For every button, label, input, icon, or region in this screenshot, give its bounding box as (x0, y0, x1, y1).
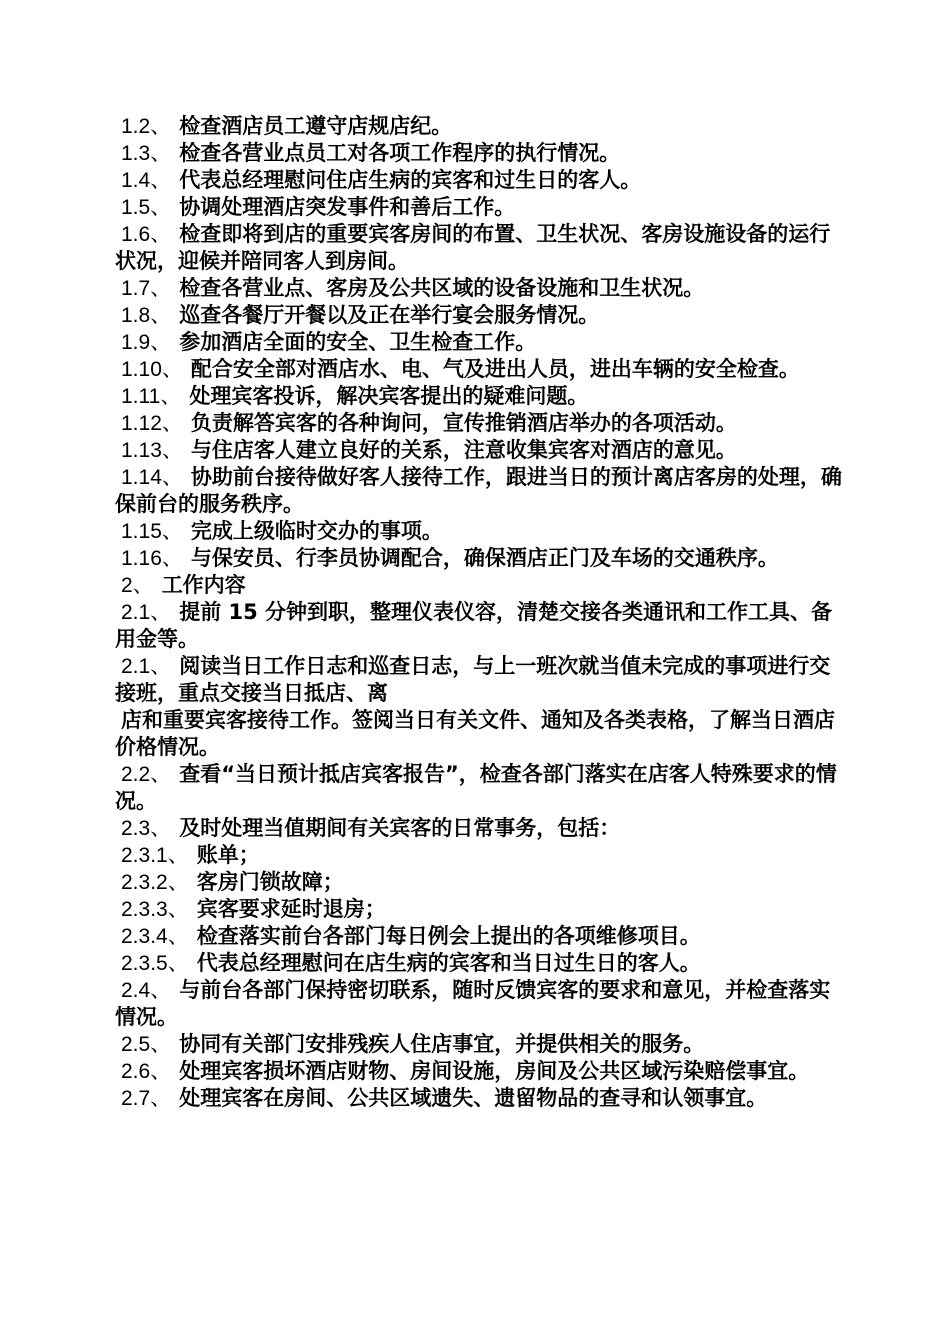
item-number: 1.10、 (121, 358, 183, 381)
paragraph-2-3-2 (115, 869, 845, 896)
item-number: 2.1、 (121, 601, 172, 624)
item-text: 店和重要宾客接待工作。签阅当日有关文件、通知及各类表格，了解当日酒店价格情况。 (115, 708, 835, 759)
item-text: 协助前台接待做好客人接待工作，跟进当日的预计离店客房的处理，确保前台的服务秩序。 (115, 465, 842, 516)
item-number: 2.2、 (121, 763, 172, 786)
paragraph-1-12 (115, 410, 845, 437)
item-text: 检查各营业点员工对各项工作程序的执行情况。 (179, 141, 621, 165)
item-text: 检查落实前台各部门每日例会上提出的各项维修项目。 (196, 924, 701, 948)
paragraph-1-14 (115, 464, 845, 518)
item-text: 提前 15 分钟到职，整理仪表仪容，清楚交接各类通讯和工作工具、备用金等。 (115, 600, 833, 651)
item-text: 负责解答宾客的各种询问，宣传推销酒店举办的各项活动。 (190, 411, 737, 435)
paragraph-1-11 (115, 383, 845, 410)
item-text: 与保安员、行李员协调配合，确保酒店正门及车场的交通秩序。 (190, 546, 779, 570)
paragraph-2-6 (115, 1058, 845, 1085)
item-number: 1.2、 (121, 115, 172, 138)
item-number: 2、 (121, 574, 154, 597)
item-text: 账单； (196, 843, 260, 867)
item-text: 处理宾客投诉，解决宾客提出的疑难问题。 (189, 384, 589, 408)
paragraph-1-9 (115, 329, 845, 356)
item-text: 检查各营业点、客房及公共区域的设备设施和卫生状况。 (179, 276, 705, 300)
paragraph-2-4 (115, 977, 845, 1031)
item-text: 完成上级临时交办的事项。 (190, 519, 443, 543)
paragraph-2-3-1 (115, 842, 845, 869)
paragraph-1-10 (115, 356, 845, 383)
paragraph-2-1b-continued (115, 707, 845, 761)
item-number: 1.15、 (121, 520, 183, 543)
item-text: 与前台各部门保持密切联系，随时反馈宾客的要求和意见，并检查落实情况。 (115, 978, 831, 1029)
paragraph-2-7 (115, 1085, 845, 1112)
item-number: 2.7、 (121, 1087, 172, 1110)
item-number: 1.12、 (121, 412, 183, 435)
paragraph-2-3-5 (115, 950, 845, 977)
item-number: 1.13、 (121, 439, 183, 462)
paragraph-2-5 (115, 1031, 845, 1058)
paragraph-1-6 (115, 221, 845, 275)
paragraph-2-3 (115, 815, 845, 842)
item-number: 1.16、 (121, 547, 183, 570)
item-text: 检查酒店员工遵守店规店纪。 (179, 114, 453, 138)
paragraph-1-3 (115, 140, 845, 167)
item-number: 2.5、 (121, 1033, 172, 1056)
item-text: 协调处理酒店突发事件和善后工作。 (179, 195, 516, 219)
item-number: 1.6、 (121, 223, 172, 246)
item-number: 2.3.1、 (121, 844, 189, 867)
item-number: 1.11、 (121, 385, 182, 408)
item-text: 宾客要求延时退房； (196, 897, 386, 921)
item-number: 1.8、 (121, 304, 172, 327)
paragraph-2-2 (115, 761, 845, 815)
item-text: 参加酒店全面的安全、卫生检查工作。 (179, 330, 537, 354)
item-number: 2.3.4、 (121, 925, 189, 948)
item-number: 1.7、 (121, 277, 172, 300)
paragraph-2-1a (115, 599, 845, 653)
item-text: 检查即将到店的重要宾客房间的布置、卫生状况、客房设施设备的运行状况，迎候并陪同客人到房间。 (115, 222, 831, 273)
item-text: 客房门锁故障； (196, 870, 344, 894)
item-text: 工作内容 (161, 573, 246, 597)
item-text: 代表总经理慰问住店生病的宾客和过生日的客人。 (179, 168, 642, 192)
item-number: 2.6、 (121, 1060, 172, 1083)
item-number: 2.3.2、 (121, 871, 189, 894)
item-text: 代表总经理慰问在店生病的宾客和当日过生日的客人。 (196, 951, 701, 975)
paragraph-1-13 (115, 437, 845, 464)
item-number: 1.4、 (121, 169, 172, 192)
item-text: 配合安全部对酒店水、电、气及进出人员，进出车辆的安全检查。 (190, 357, 800, 381)
paragraph-1-8 (115, 302, 845, 329)
item-number: 2.4、 (121, 979, 172, 1002)
paragraph-1-15 (115, 518, 845, 545)
item-number: 2.3、 (121, 817, 172, 840)
item-number: 1.3、 (121, 142, 172, 165)
item-number: 2.3.5、 (121, 952, 189, 975)
paragraph-2-1b (115, 653, 845, 707)
item-text: 与住店客人建立良好的关系，注意收集宾客对酒店的意见。 (190, 438, 737, 462)
item-text: 协同有关部门安排残疾人住店事宜，并提供相关的服务。 (179, 1032, 705, 1056)
document-body (115, 113, 845, 1112)
section-heading-2 (115, 572, 845, 599)
paragraph-1-16 (115, 545, 845, 572)
paragraph-1-5 (115, 194, 845, 221)
item-text: 查看“当日预计抵店宾客报告”，检查各部门落实在店客人特殊要求的情况。 (115, 762, 837, 813)
paragraph-1-4 (115, 167, 845, 194)
item-number: 1.5、 (121, 196, 172, 219)
paragraph-1-7 (115, 275, 845, 302)
item-text: 阅读当日工作日志和巡查日志，与上一班次就当值未完成的事项进行交接班，重点交接当日抵店、离 (115, 654, 831, 705)
item-text: 处理宾客损坏酒店财物、房间设施，房间及公共区域污染赔偿事宜。 (179, 1059, 810, 1083)
item-number: 2.1、 (121, 655, 172, 678)
item-text: 及时处理当值期间有关宾客的日常事务，包括： (179, 816, 621, 840)
paragraph-1-2 (115, 113, 845, 140)
item-number: 2.3.3、 (121, 898, 189, 921)
paragraph-2-3-4 (115, 923, 845, 950)
item-number: 1.9、 (121, 331, 172, 354)
paragraph-2-3-3 (115, 896, 845, 923)
item-text: 处理宾客在房间、公共区域遗失、遗留物品的查寻和认领事宜。 (179, 1086, 768, 1110)
item-text: 巡查各餐厅开餐以及正在举行宴会服务情况。 (179, 303, 600, 327)
item-number: 1.14、 (121, 466, 183, 489)
